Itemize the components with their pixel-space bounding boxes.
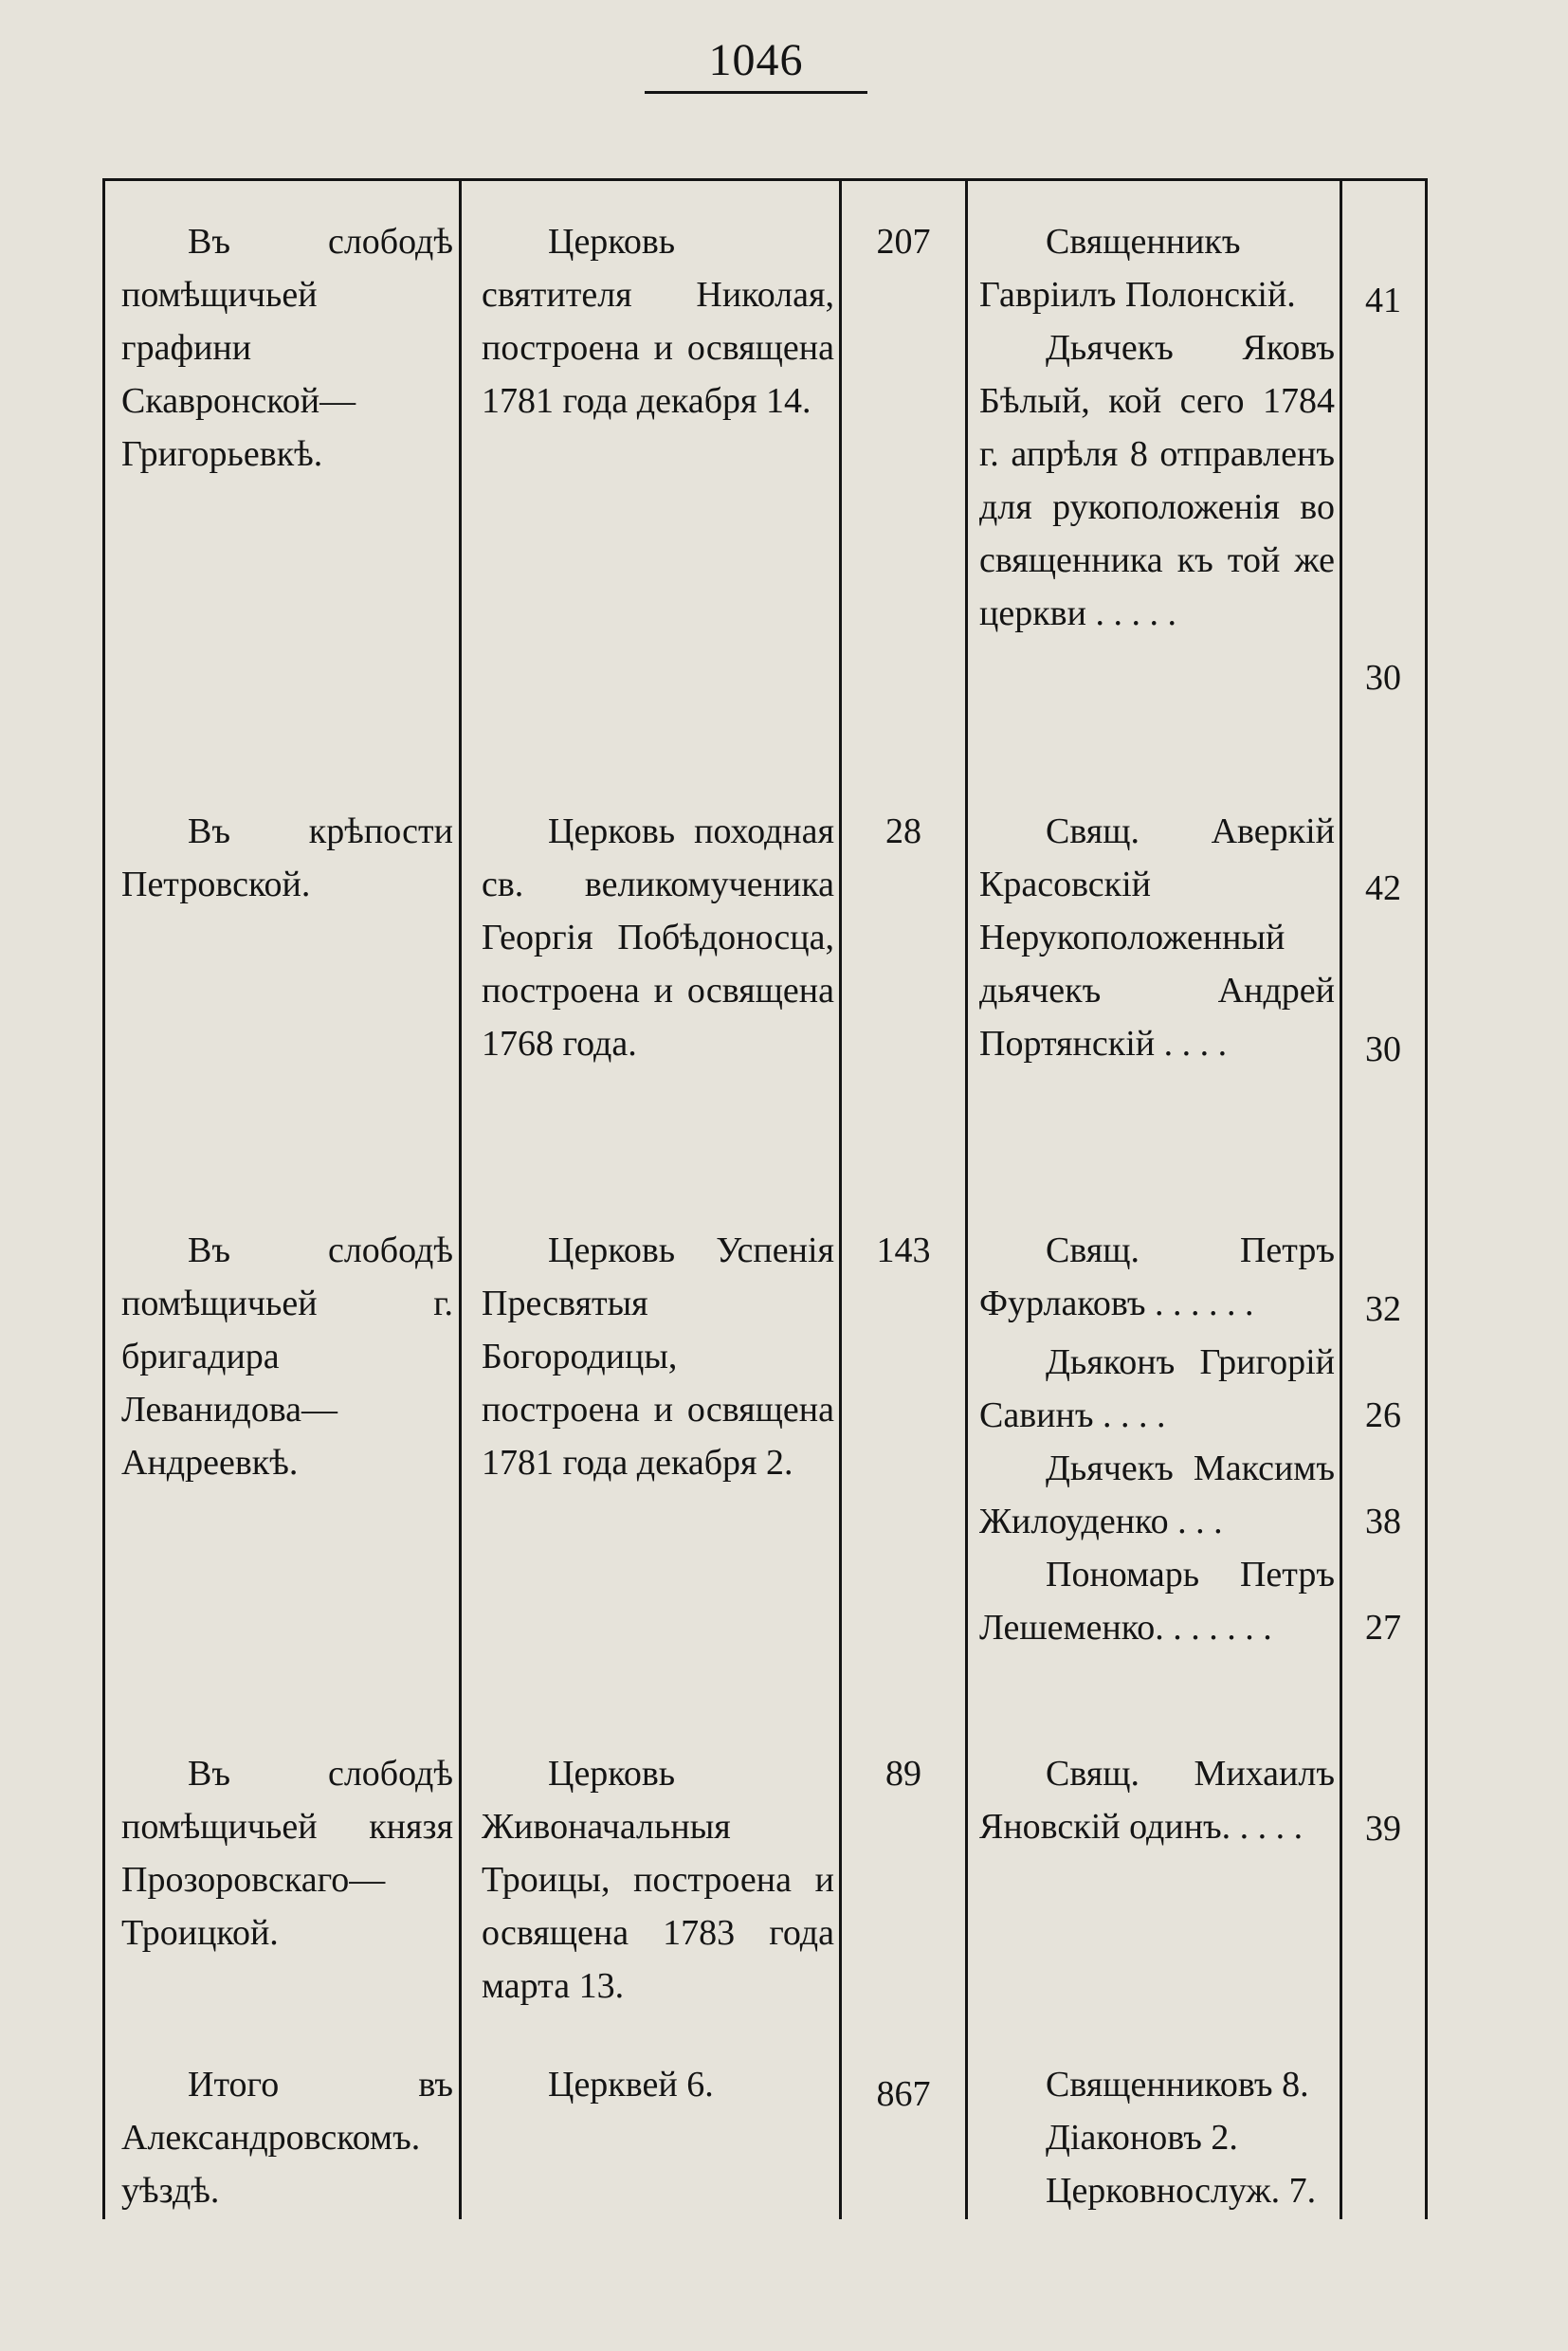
age-cell: 41 (1365, 281, 1401, 320)
total-clergy-line: Діаконовъ 2. (1046, 2118, 1238, 2158)
age-cell: 26 (1365, 1395, 1401, 1435)
place-cell: Въ крѣпости Петровской. (121, 811, 453, 904)
clergy-entry: Пономарь Петръ Лешеменко. . . . . . . (979, 1555, 1335, 1648)
church-cell: Церковь Живоначальныя Троицы, построена и освящена 1783 года марта 13. (482, 1754, 834, 2006)
clergy-entry: Дьячекъ Максимъ Жилоуденко . . . (979, 1449, 1335, 1541)
column-border (459, 181, 462, 2219)
total-clergy-line: Церковнослуж. 7. (1046, 2171, 1317, 2211)
column-border (965, 181, 968, 2219)
place-cell: Въ слободѣ помѣщичьей г. бригадира Леванидова—Андреевкѣ. (121, 1230, 453, 1483)
clergy-entry: Свящ. Петръ Фурлаковъ . . . . . . (979, 1230, 1335, 1323)
clergy-entry: Дьяконъ Григорій Савинъ . . . . (979, 1342, 1335, 1435)
church-cell: Церковь походная св. великомученика Георгія Побѣдоносца, построена и освящена 1768 года. (482, 811, 834, 1064)
church-ledger-table (102, 178, 1428, 2219)
parishioners-cell: 207 (876, 222, 931, 262)
place-cell: Въ слободѣ помѣщичьей князя Прозоровскаго—Троицкой. (121, 1754, 453, 1953)
church-cell: Церковь святителя Николая, построена и освящена 1781 года декабря 14. (482, 222, 834, 421)
clergy-entry: Священникъ Гавріилъ Полонскій. (979, 222, 1296, 315)
total-clergy-line: Священниковъ 8. (1046, 2065, 1309, 2105)
column-border (102, 181, 105, 2219)
column-border (1340, 181, 1342, 2219)
age-cell: 30 (1365, 1030, 1401, 1069)
column-border (839, 181, 842, 2219)
place-cell: Въ слободѣ помѣщичьей графини Скавронской—Григорьевкѣ. (121, 222, 453, 474)
age-cell: 39 (1365, 1809, 1401, 1849)
age-cell: 27 (1365, 1608, 1401, 1648)
clergy-entry: Нерукоположенный дьячекъ Андрей Портянскій . . . . (979, 918, 1335, 1064)
clergy-entry: Свящ. Михаилъ Яновскій одинъ. . . . . (979, 1754, 1335, 1847)
page-number: 1046 (708, 35, 804, 85)
total-parishioners-cell: 867 (876, 2074, 931, 2114)
parishioners-cell: 143 (876, 1230, 931, 1270)
age-cell: 30 (1365, 658, 1401, 698)
clergy-entry: Дьячекъ Яковъ Бѣлый, кой сего 1784 г. апрѣля 8 отправленъ для рукоположенія во священника къ той же церкви . . . . . (979, 328, 1335, 633)
page-number-rule (645, 91, 867, 94)
parishioners-cell: 28 (885, 811, 921, 851)
column-border (1425, 181, 1428, 2219)
clergy-entry: Свящ. Аверкій Красовскій (979, 811, 1335, 904)
age-cell: 38 (1365, 1502, 1401, 1541)
total-place-cell: Итого въ Александровскомъ. уѣздѣ. (121, 2065, 453, 2211)
total-church-cell: Церквей 6. (548, 2065, 714, 2105)
parishioners-cell: 89 (885, 1754, 921, 1794)
age-cell: 32 (1365, 1289, 1401, 1329)
church-cell: Церковь Успенія Пресвятыя Богородицы, построена и освящена 1781 года декабря 2. (482, 1230, 834, 1483)
age-cell: 42 (1365, 868, 1401, 908)
